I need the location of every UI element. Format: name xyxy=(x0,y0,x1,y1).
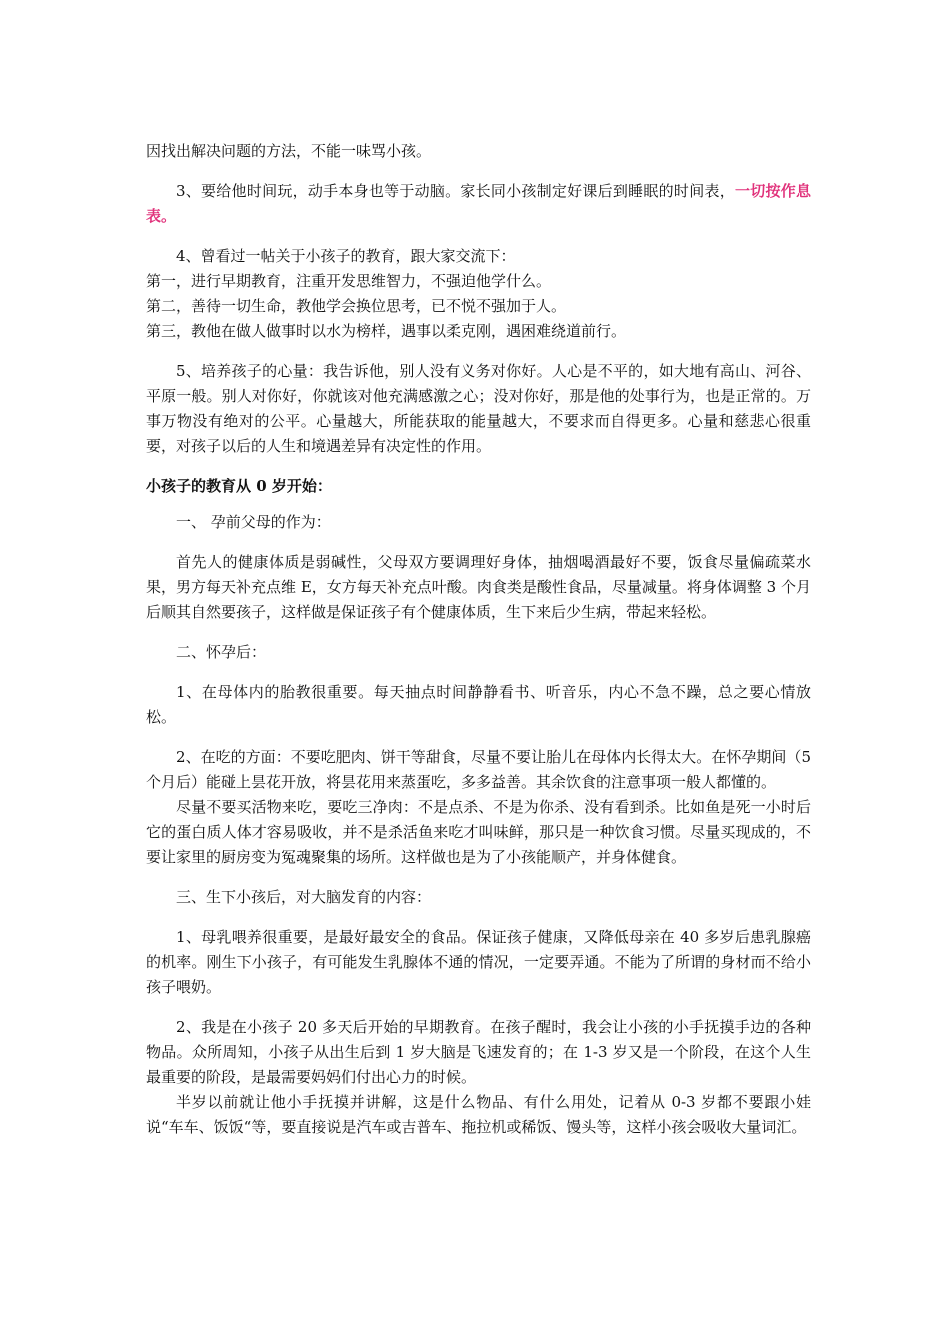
list-item-first: 第一，进行早期教育，注重开发思维智力，不强迫他学什么。 xyxy=(146,272,552,290)
paragraph-breastfeeding: 1、母乳喂养很重要，是最好最安全的食品。保证孩子健康，又降低母亲在 40 多岁后患乳腺癌的机率。刚生下小孩子，有可能发生乳腺体不通的情况，一定要弄通。不能为了所谓的身材而不给小孩子喂奶。 xyxy=(146,928,811,996)
subheading-before-pregnancy: 一、 孕前父母的作为： xyxy=(176,513,331,531)
subheading-after-pregnancy: 二、怀孕后： xyxy=(176,643,267,661)
paragraph-meat: 尽量不要买活物来吃，要吃三净肉：不是点杀、不是为你杀、没有看到杀。比如鱼是死一小时后它的蛋白质人体才容易吸收，并不是杀活鱼来吃才叫味鲜，那只是一种饮食习惯。尽量买现成的，不要让家里的厨房变为冤魂聚集的场所。这样做也是为了小孩能顺产，并身体健食。 xyxy=(146,798,811,866)
paragraph-prenatal: 1、在母体内的胎教很重要。每天抽点时间静静看书、听音乐，内心不急不躁，总之要心情放松。 xyxy=(146,683,811,726)
paragraph-point-5: 5、培养孩子的心量：我告诉他，别人没有义务对你好。人心是不平的，如大地有高山、河谷、平原一般。别人对你好，你就该对他充满感激之心；没对你好，那是他的处事行为，也是正常的。万事万物没有绝对的公平。心量越大，所能获取的能量越大，不要求而自得更多。心量和慈悲心很重要，对孩子以后的人生和境遇差异有决定性的作用。 xyxy=(146,362,811,455)
paragraph-point-3 xyxy=(146,179,811,229)
paragraph-continuation: 因找出解决问题的方法，不能一味骂小孩。 xyxy=(146,142,432,160)
list-item-second: 第二，善待一切生命，教他学会换位思考，已不悦不强加于人。 xyxy=(146,297,567,315)
paragraph-vocabulary: 半岁以前就让他小手抚摸并讲解，这是什么物品、有什么用处，记着从 0-3 岁都不要跟小娃说“车车、饭饭“等，要直接说是汽车或吉普车、拖拉机或稀饭、馒头等，这样小孩会吸收大量词汇。 xyxy=(146,1093,811,1136)
paragraph-health: 首先人的健康体质是弱碱性，父母双方要调理好身体，抽烟喝酒最好不要，饭食尽量偏疏菜水果，男方每天补充点维 E，女方每天补充点叶酸。肉食类是酸性食品，尽量减量。将身体调整 3 个月后顺其自然要孩子，这样做是保证孩子有个健康体质，生下来后少生病，带起来轻松。 xyxy=(146,553,811,621)
section-heading: 小孩子的教育从 0 岁开始： xyxy=(146,477,332,495)
paragraph-diet: 2、在吃的方面：不要吃肥肉、饼干等甜食，尽量不要让胎儿在母体内长得太大。在怀孕期间（5 个月后）能碰上昙花开放，将昙花用来蒸蛋吃，多多益善。其余饮食的注意事项一般人都懂的。 xyxy=(146,748,811,791)
paragraph-point-3-text: 3、要给他时间玩，动手本身也等于动脑。家长同小孩制定好课后到睡眠的时间表， xyxy=(176,182,735,200)
document-body xyxy=(146,139,811,1140)
paragraph-early-education: 2、我是在小孩子 20 多天后开始的早期教育。在孩子醒时，我会让小孩的小手抚摸手边的各种物品。众所周知，小孩子从出生后到 1 岁大脑是飞速发育的；在 1-3 岁又是一个阶段，在这个人生最重要的阶段，是最需要妈妈们付出心力的时候。 xyxy=(146,1018,811,1086)
list-item-third: 第三，教他在做人做事时以水为榜样，遇事以柔克刚，遇困难绕道前行。 xyxy=(146,322,627,340)
highlight-schedule: 一切按作息表。 xyxy=(146,182,811,225)
subheading-after-birth: 三、生下小孩后，对大脑发育的内容： xyxy=(176,888,432,906)
paragraph-point-4: 4、曾看过一帖关于小孩子的教育，跟大家交流下： xyxy=(176,247,516,265)
